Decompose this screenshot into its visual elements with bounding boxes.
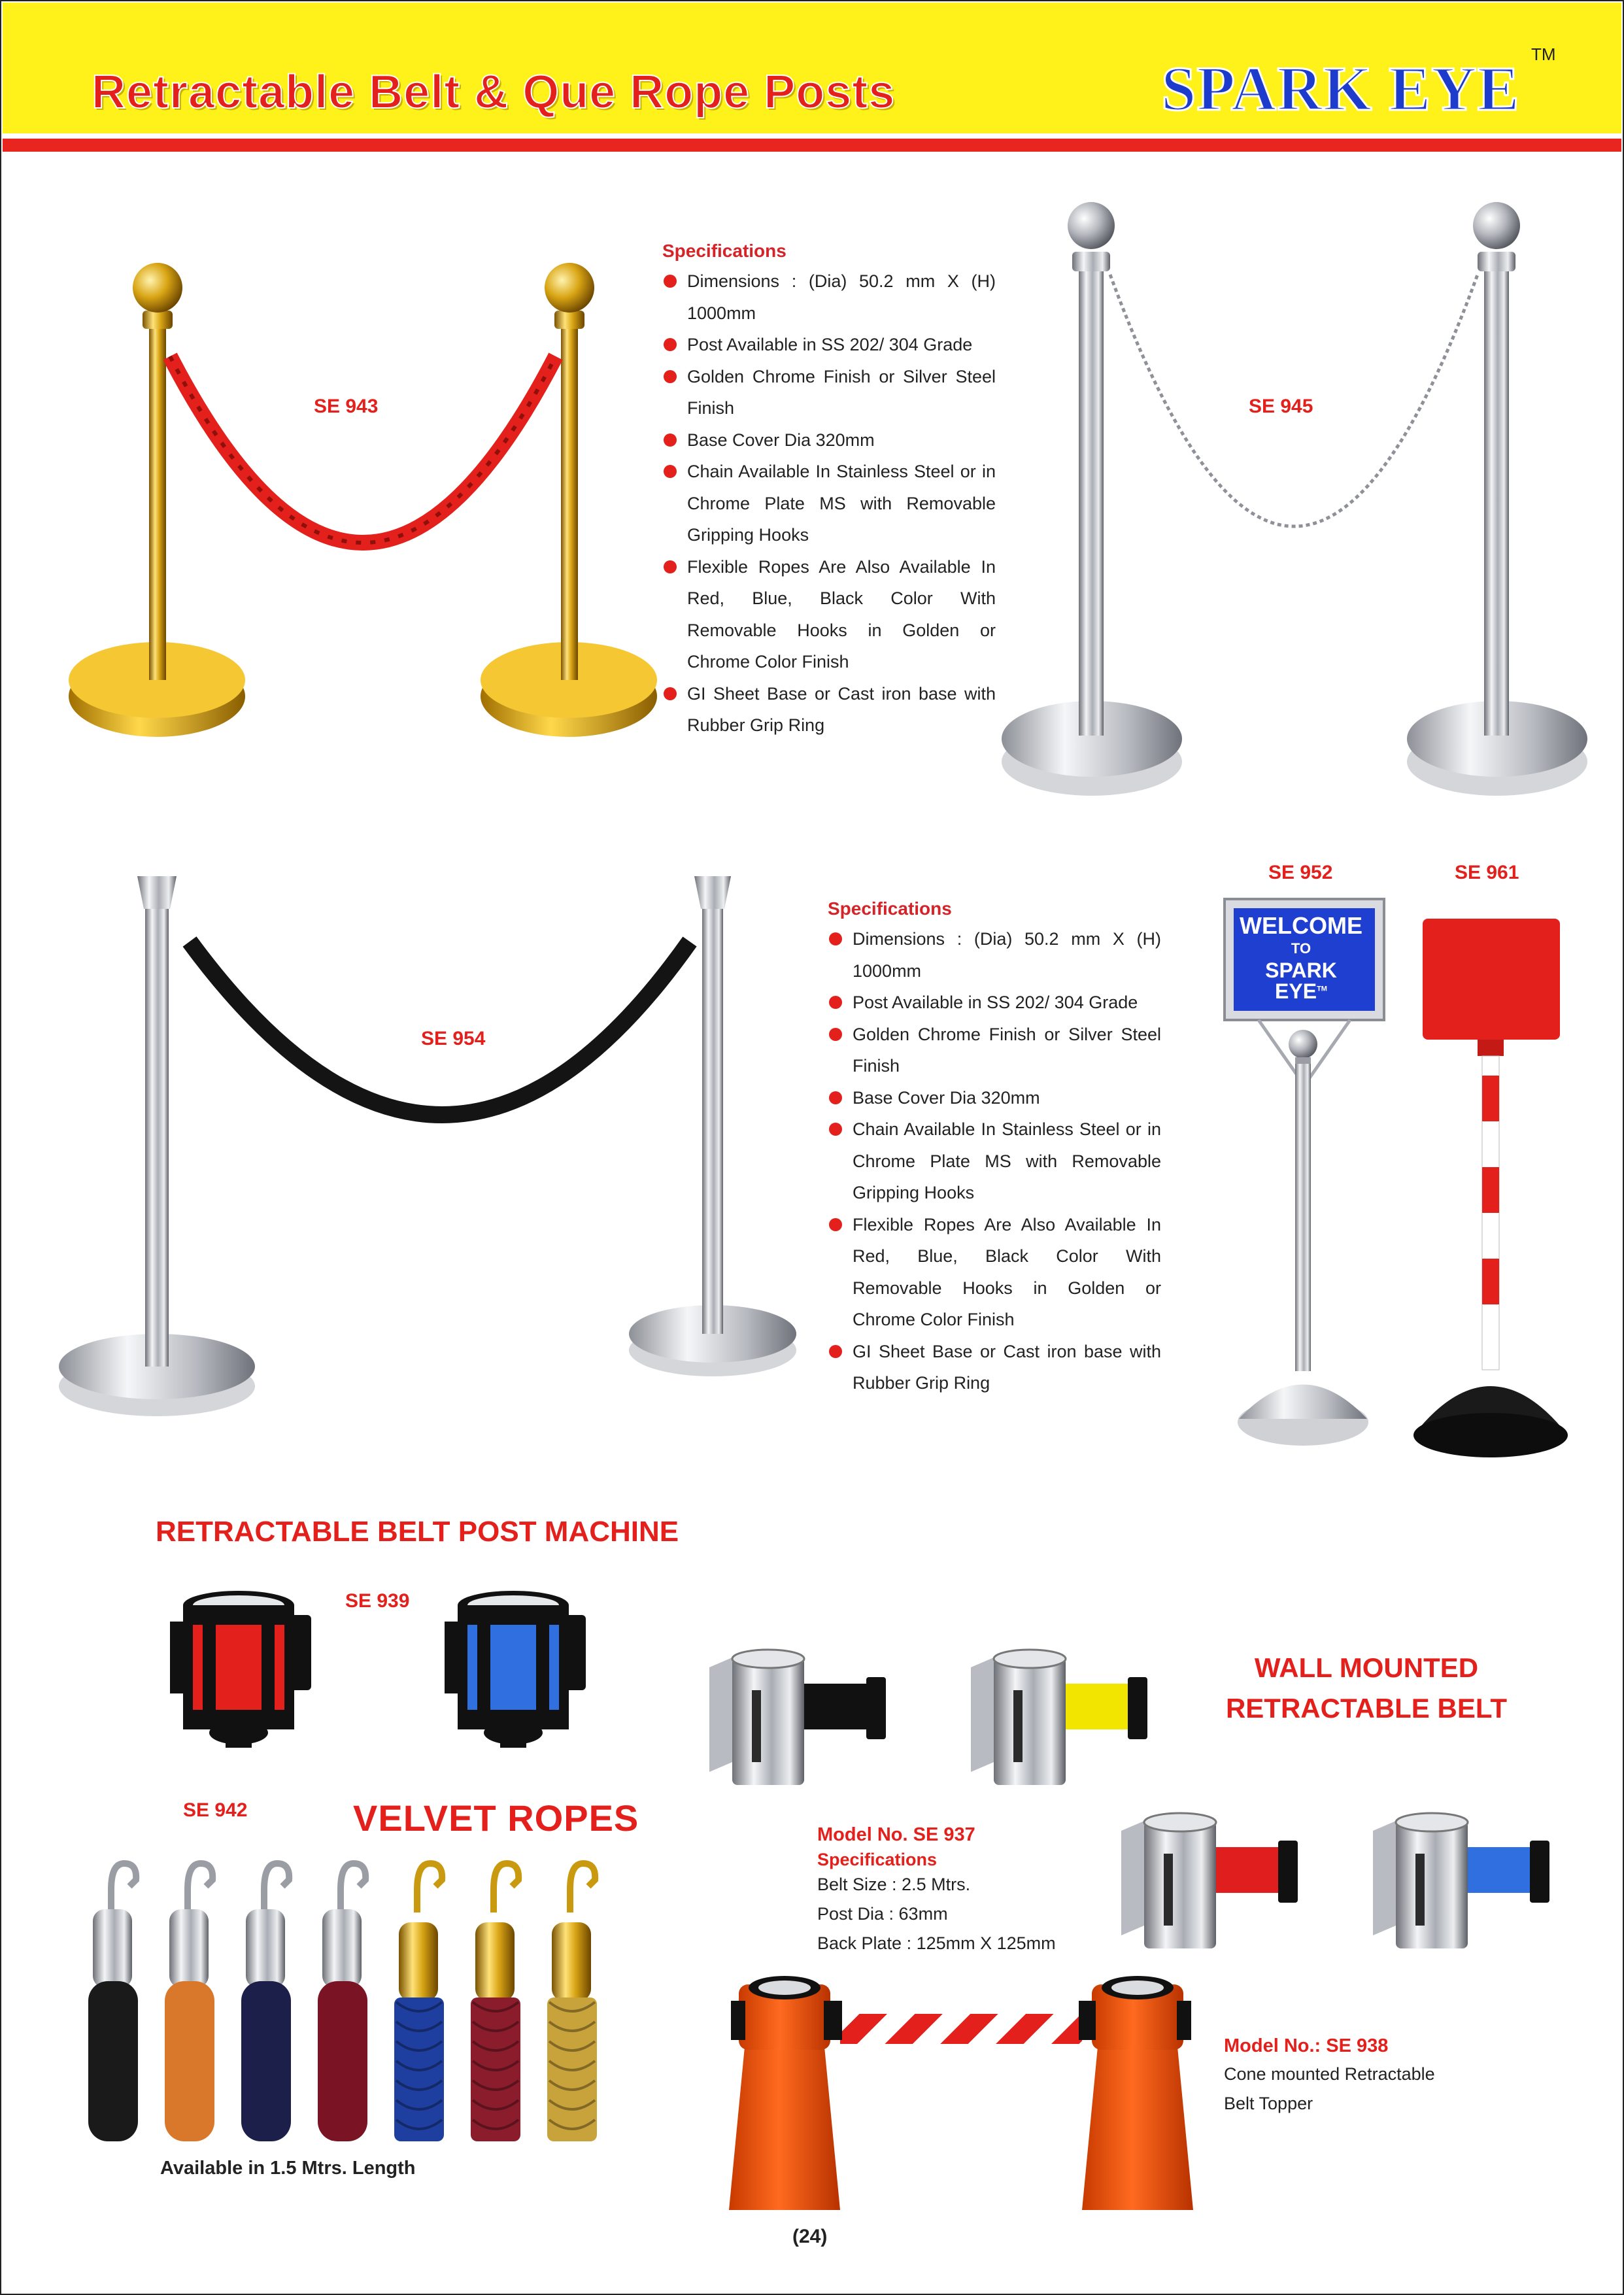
spec-item: GI Sheet Base or Cast iron base with Rubber Grip Ring — [662, 678, 996, 741]
model-label-se952: SE 952 — [1268, 862, 1333, 883]
specs-list — [828, 923, 1161, 1399]
bullet-icon — [829, 932, 842, 945]
wall-heading-line1: WALL MOUNTED — [1254, 1652, 1479, 1683]
se938-desc-line1: Cone mounted Retractable — [1224, 2064, 1435, 2084]
spec-item: Flexible Ropes Are Also Available In Red, Blue, Black Color With Removable Hooks in Golden or Chrome Color Finish — [828, 1209, 1161, 1336]
bullet-icon — [664, 560, 677, 573]
model-label-se961: SE 961 — [1455, 862, 1519, 883]
spec-item: Dimensions : (Dia) 50.2 mm X (H) 1000mm — [828, 923, 1161, 987]
se938-block — [1224, 2035, 1435, 2118]
velvet-rope — [241, 1863, 291, 2141]
spec-item: Post Available in SS 202/ 304 Grade — [662, 329, 996, 361]
spec-item: Flexible Ropes Are Also Available In Red, Blue, Black Color With Removable Hooks in Golden or Chrome Color Finish — [662, 551, 996, 678]
velvet-ropes-image — [72, 1850, 608, 2145]
spec-item: Post Available in SS 202/ 304 Grade — [828, 987, 1161, 1019]
velvet-rope — [471, 1863, 520, 2141]
specs-heading: Specifications — [662, 241, 787, 261]
model-label-se939: SE 939 — [345, 1590, 410, 1612]
specs-heading: Specifications — [828, 898, 952, 919]
bullet-icon — [829, 1218, 842, 1231]
wall-mounted-belt-unit — [709, 1650, 886, 1785]
model-label-se937: Model No. SE 937 — [817, 1824, 975, 1845]
velvet-ropes-heading: VELVET ROPES — [353, 1797, 639, 1839]
se937-spec-belt-size: Belt Size : 2.5 Mtrs. — [817, 1875, 971, 1894]
model-label-se945: SE 945 — [1249, 396, 1313, 417]
se937-spec-back-plate: Back Plate : 125mm X 125mm — [817, 1933, 1056, 1953]
wall-mounted-belt-unit — [971, 1650, 1147, 1785]
cone-belt-topper-image — [726, 1981, 1196, 2217]
wall-mounted-belt-unit — [1121, 1813, 1298, 1948]
belt-machine-red-image — [157, 1586, 320, 1756]
spec-item: Chain Available In Stainless Steel or in Chrome Plate MS with Removable Gripping Hooks — [828, 1114, 1161, 1209]
page-title: Retractable Belt & Que Rope Posts — [92, 66, 896, 118]
welcome-sign-text — [1239, 914, 1363, 1002]
belt-machine-heading: RETRACTABLE BELT POST MACHINE — [156, 1516, 679, 1548]
model-label-se938: Model No.: SE 938 — [1224, 2035, 1389, 2056]
se945-stanchion-image — [1000, 190, 1576, 798]
spec-item: Golden Chrome Finish or Silver Steel Finish — [828, 1019, 1161, 1082]
bullet-icon — [664, 370, 677, 383]
sign-line-to: TO — [1291, 940, 1311, 957]
spec-item: Golden Chrome Finish or Silver Steel Finish — [662, 361, 996, 424]
spec-item: Dimensions : (Dia) 50.2 mm X (H) 1000mm — [662, 265, 996, 329]
se937-spec-post-dia: Post Dia : 63mm — [817, 1904, 948, 1924]
bullet-icon — [829, 1091, 842, 1104]
bullet-icon — [664, 434, 677, 447]
velvet-rope — [318, 1863, 367, 2141]
specs-block-middle — [828, 898, 1161, 1399]
sign-line-brand: SPARK EYE™ — [1265, 959, 1337, 1003]
velvet-length-note: Available in 1.5 Mtrs. Length — [160, 2158, 416, 2179]
brand-logo: SPARK EYE — [1161, 54, 1520, 124]
bullet-icon — [664, 275, 677, 288]
wall-mounted-belt-unit — [1373, 1813, 1549, 1948]
bullet-icon — [829, 1345, 842, 1358]
spec-item: Base Cover Dia 320mm — [828, 1082, 1161, 1114]
bullet-icon — [829, 1123, 842, 1136]
se943-stanchion-image — [59, 258, 634, 755]
velvet-rope — [394, 1863, 444, 2141]
specs-block-top — [662, 241, 996, 741]
model-label-se943: SE 943 — [314, 396, 379, 417]
bullet-icon — [664, 465, 677, 478]
trademark-mark: TM — [1531, 44, 1556, 64]
model-label-se942: SE 942 — [183, 1799, 248, 1821]
se961-sign-stand-image — [1406, 919, 1569, 1461]
sign-line-welcome: WELCOME — [1240, 912, 1362, 939]
bullet-icon — [664, 687, 677, 700]
specs-list — [662, 265, 996, 741]
se938-desc-line2: Belt Topper — [1224, 2094, 1313, 2113]
belt-machine-blue-image — [435, 1586, 598, 1756]
bullet-icon — [829, 1028, 842, 1041]
velvet-rope — [547, 1863, 597, 2141]
page-number: (24) — [792, 2226, 828, 2247]
spec-item: GI Sheet Base or Cast iron base with Rubber Grip Ring — [828, 1336, 1161, 1399]
bullet-icon — [829, 996, 842, 1009]
bullet-icon — [664, 338, 677, 351]
velvet-rope — [88, 1863, 138, 2141]
model-label-se954: SE 954 — [421, 1028, 486, 1049]
se937-specs-heading: Specifications — [817, 1850, 938, 1869]
velvet-rope — [165, 1863, 214, 2141]
header-divider — [3, 139, 1621, 152]
se937-block — [817, 1824, 1056, 1958]
spec-item: Chain Available In Stainless Steel or in Chrome Plate MS with Removable Gripping Hooks — [662, 456, 996, 551]
wall-heading-line2: RETRACTABLE BELT — [1225, 1693, 1508, 1724]
spec-item: Base Cover Dia 320mm — [662, 424, 996, 456]
se954-stanchion-image — [59, 863, 811, 1425]
